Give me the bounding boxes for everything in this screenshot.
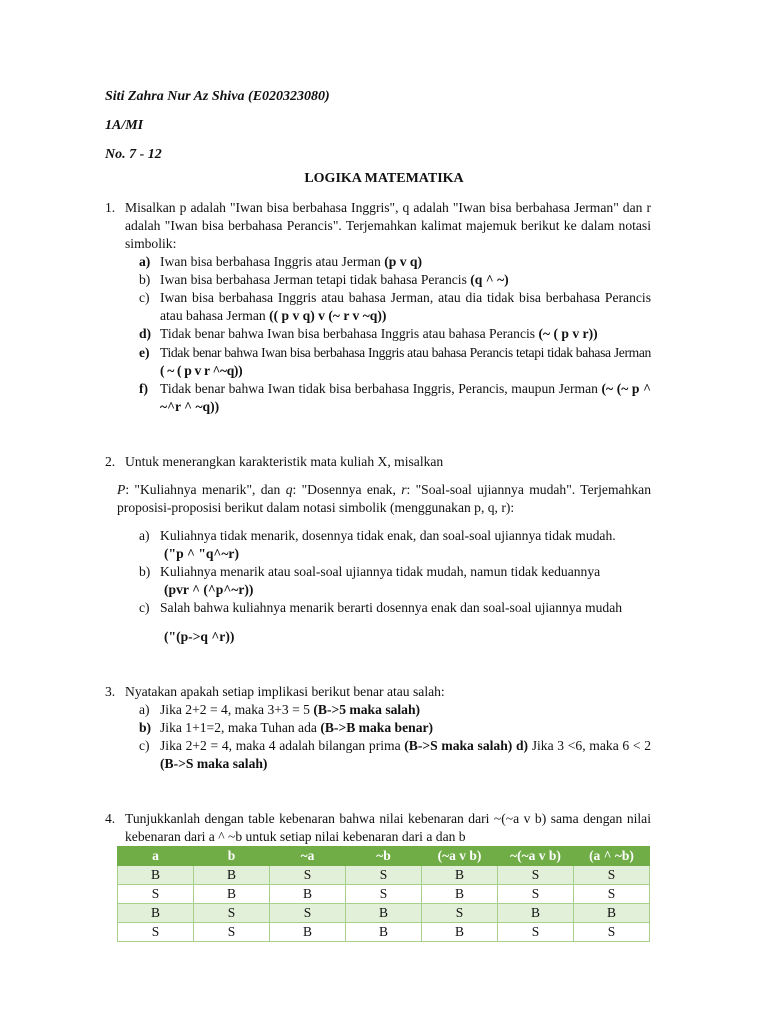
q4-number: 4. [105,811,116,826]
q1-item-label: a) [139,254,151,269]
q2-item-c-text: Salah bahwa kuliahnya menarik berarti dosennya enak dan soal-soal ujiannya mudah [160,600,623,615]
q2-item-label: a) [139,528,150,543]
q3-item-label: d) [512,738,529,753]
table-cell: B [346,904,422,923]
table-cell: B [194,885,270,904]
q1-item-answer: (~ ( p v r)) [538,326,598,341]
q3-item-answer: (B->S maka salah) [160,756,268,771]
q3-item-answer: (B->5 maka salah) [313,702,421,717]
q1-item-label: f) [139,381,149,396]
table-cell: S [118,885,194,904]
q2-item-label: b) [139,564,151,579]
q1-item-label: d) [139,326,152,341]
table-cell: S [498,885,574,904]
table-cell: B [270,885,346,904]
truth-table-header: ~b [346,847,422,866]
table-cell: S [346,885,422,904]
q3-item-answer: (B->S maka salah) [404,738,513,753]
q1-item-answer: (~ (~ p ^ ~^r ^ ~q)) [160,381,651,414]
table-cell: S [498,866,574,885]
q1-item-a [160,253,651,271]
q3-item-label: a) [139,702,150,717]
q1-item-answer: (q ^ ~) [470,272,509,287]
q1-item-text: Iwan bisa berbahasa Inggris atau Jerman [160,254,385,269]
student-name: Siti Zahra Nur Az Shiva (E020323080) [105,89,330,104]
table-cell: S [270,904,346,923]
table-row [118,885,650,904]
truth-table-header: ~(~a v b) [498,847,574,866]
truth-table-header: (~a v b) [422,847,498,866]
q2-item-a-text: Kuliahnya tidak menarik, dosennya tidak enak, dan soal-soal ujiannya tidak mudah. [160,528,616,543]
q1-item-f [160,380,651,416]
table-cell: B [498,904,574,923]
q1-text: Misalkan p adalah "Iwan bisa berbahasa Inggris", q adalah "Iwan bisa berbahasa Jerman" dan r adalah "Iwan bisa berbahasa Perancis". Terjemahkan kalimat majemuk berikut ke dalam notasi simbolik: [125,200,651,251]
table-cell: S [574,923,650,942]
q1-item-answer: (( p v q) v (~ r v ~q)) [269,308,387,323]
table-cell: S [270,866,346,885]
q1-item-d [160,325,651,343]
truth-table-header: a [118,847,194,866]
q1-item-label: c) [139,290,150,305]
table-cell: S [498,923,574,942]
q3-item-b: Jika 1+1=2, maka Tuhan ada (B->B maka benar) [160,720,434,735]
q3-item-label: b) [139,720,152,735]
student-class: 1A/MI [105,118,144,133]
truth-table [117,846,650,942]
var-q: q [285,482,293,497]
table-cell: B [346,923,422,942]
table-cell: B [422,866,498,885]
table-row [118,866,650,885]
table-cell: S [574,885,650,904]
table-cell: B [194,866,270,885]
q1-item-text: Tidak benar bahwa Iwan tidak bisa berbahasa Inggris, Perancis, maupun Jerman [160,381,602,396]
table-cell: B [574,904,650,923]
q1-item-label: e) [139,345,150,360]
table-cell: B [118,866,194,885]
q1-item-e [160,344,651,380]
assignment-number: No. 7 - 12 [105,147,162,162]
table-cell: B [422,923,498,942]
q1-item-text: Tidak benar bahwa Iwan bisa berbahasa Inggris atau bahasa Perancis tetapi tidak bahasa Jerman [160,345,651,360]
q1-number: 1. [105,200,116,215]
q2-item-b-text: Kuliahnya menarik atau soal-soal ujiannya tidak mudah, namun tidak keduannya [160,564,601,579]
q1-item-c [160,289,651,325]
q1-item-text: Iwan bisa berbahasa Jerman tetapi tidak bahasa Perancis [160,272,471,287]
document-title: LOGIKA MATEMATIKA [304,171,464,186]
q1-item-b [160,271,651,289]
table-cell: S [574,866,650,885]
table-cell: S [118,923,194,942]
truth-table-header-row [118,847,650,866]
table-cell: B [270,923,346,942]
table-cell: S [346,866,422,885]
table-cell: S [194,904,270,923]
table-cell: B [422,885,498,904]
truth-table-header: b [194,847,270,866]
table-cell: B [118,904,194,923]
q1-item-label: b) [139,272,151,287]
q3-text: Nyatakan apakah setiap implikasi berikut benar atau salah: [125,684,445,699]
q1-item-text: Iwan bisa berbahasa Inggris atau bahasa Jerman, atau dia tidak bisa berbahasa Perancis atau bahasa Jerman [160,290,651,323]
truth-table-header: (a ^ ~b) [574,847,650,866]
q3-item-label: c) [139,738,150,753]
q2-number: 2. [105,454,116,469]
table-row [118,904,650,923]
q2-item-label: c) [139,600,150,615]
truth-table-header: ~a [270,847,346,866]
q1-item-answer: ( ~ ( p v r ^~q)) [160,363,243,378]
q3-item-answer: (B->B maka benar) [320,720,434,735]
q2-item-a-answer: ("p ^ "q^~r) [164,546,239,561]
q2-text: Untuk menerangkan karakteristik mata kuliah X, misalkan [125,454,444,469]
var-r: r [401,482,407,497]
q4-text: Tunjukkanlah dengan table kebenaran bahwa nilai kebenaran dari ~(~a v b) sama dengan nilai kebenaran dari a ^ ~b untuk setiap nilai kebenaran dari a dan b [125,811,651,844]
q2-item-b-answer: (pvr ^ (^p^~r)) [164,582,254,597]
var-p: P [117,482,126,497]
table-row [118,923,650,942]
table-cell: S [194,923,270,942]
q1-item-text: Tidak benar bahwa Iwan bisa berbahasa Inggris atau bahasa Perancis [160,326,539,341]
q3-item-a: Jika 2+2 = 4, maka 3+3 = 5 (B->5 maka salah) [160,702,421,717]
q1-item-answer: (p v q) [384,254,422,269]
table-cell: S [422,904,498,923]
q3-number: 3. [105,684,116,699]
q2-item-c-answer: ("(p->q ^r)) [164,629,235,644]
q2-intro: P: "Kuliahnya menarik", dan q: "Dosennya enak, r: "Soal-soal ujiannya mudah". Terjemahkan proposisi-proposisi berikut dalam notasi simbolik (menggunakan p, q, r): [117,482,651,515]
q3-item-c: Jika 2+2 = 4, maka 4 adalah bilangan prima (B->S maka salah) d) Jika 3 <6, maka 6 < 2 (B->S maka salah) [160,738,651,771]
